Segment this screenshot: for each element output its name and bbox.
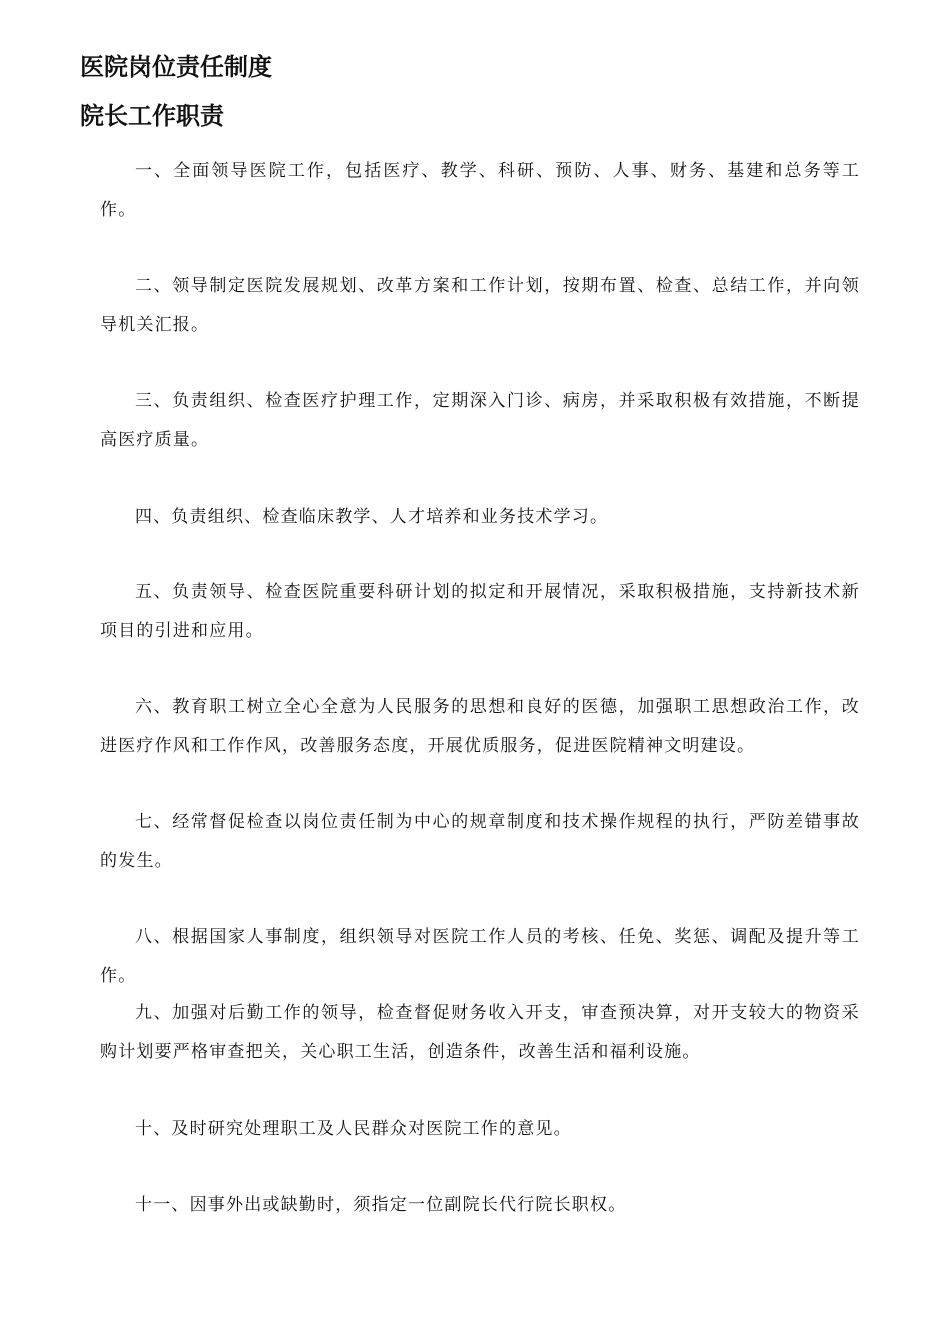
document-title: 医院岗位责任制度: [80, 53, 272, 81]
paragraph-10: 十、及时研究处理职工及人民群众对医院工作的意见。: [135, 1119, 572, 1139]
paragraph-9: 九、加强对后勤工作的领导，检查督促财务收入开支，审查预决算，对开支较大的物资采购计划要严格审查把关，关心职工生活，创造条件，改善生活和福利设施。: [100, 1003, 860, 1062]
paragraph-11: 十一、因事外出或缺勤时，须指定一位副院长代行院长职权。: [135, 1195, 627, 1215]
paragraph-6: 六、教育职工树立全心全意为人民服务的思想和良好的医德，加强职工思想政治工作，改进医疗作风和工作作风，改善服务态度，开展优质服务，促进医院精神文明建设。: [100, 697, 860, 756]
paragraph-4: 四、负责组织、检查临床教学、人才培养和业务技术学习。: [135, 507, 609, 527]
paragraph-2: 二、领导制定医院发展规划、改革方案和工作计划，按期布置、检查、总结工作，并向领导机关汇报。: [100, 276, 860, 335]
section-title: 院长工作职责: [80, 102, 224, 130]
paragraph-3: 三、负责组织、检查医疗护理工作，定期深入门诊、病房，并采取积极有效措施，不断提高医疗质量。: [100, 391, 860, 450]
paragraph-7: 七、经常督促检查以岗位责任制为中心的规章制度和技术操作规程的执行，严防差错事故的发生。: [100, 812, 860, 871]
paragraph-1: 一、全面领导医院工作，包括医疗、教学、科研、预防、人事、财务、基建和总务等工作。: [100, 161, 860, 220]
paragraph-5: 五、负责领导、检查医院重要科研计划的拟定和开展情况，采取积极措施，支持新技术新项目的引进和应用。: [100, 582, 860, 641]
paragraph-8: 八、根据国家人事制度，组织领导对医院工作人员的考核、任免、奖惩、调配及提升等工作。: [100, 927, 860, 986]
